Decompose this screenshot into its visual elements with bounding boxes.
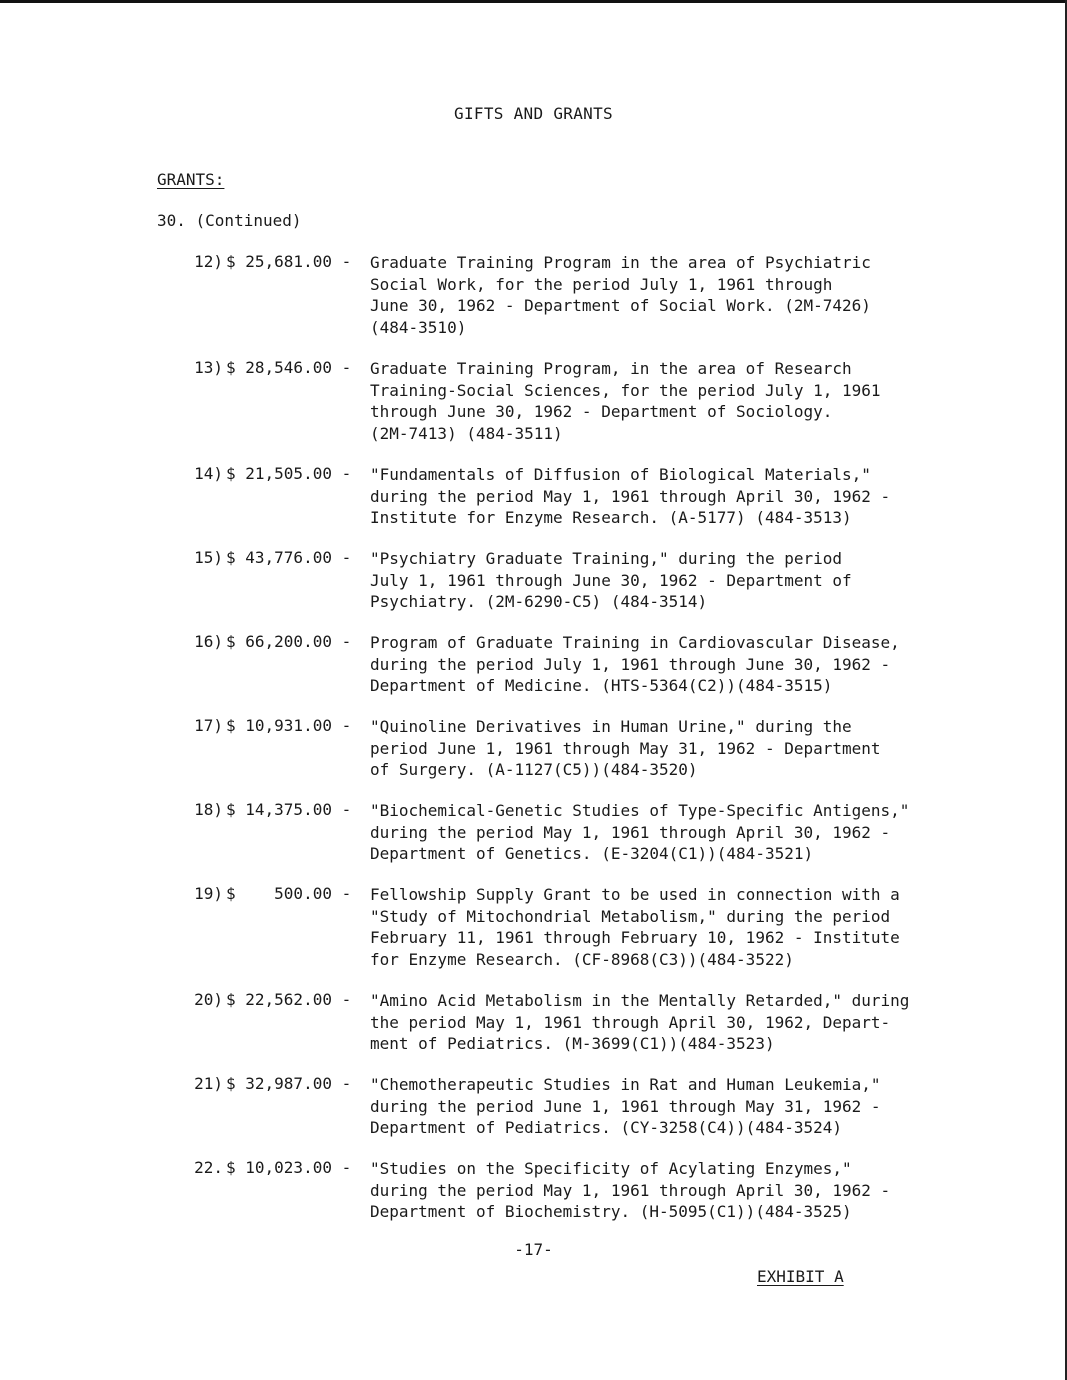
page-title: GIFTS AND GRANTS: [454, 104, 613, 123]
description-line: Institute for Enzyme Research. (A-5177) (484-3513): [370, 508, 852, 527]
item-heading: 30. (Continued): [157, 211, 302, 230]
description-line: Department of Genetics. (E-3204(C1))(484-3521): [370, 844, 814, 863]
description-line: Program of Graduate Training in Cardiovascular Disease,: [370, 633, 900, 652]
grant-entry-number: 19): [194, 884, 223, 903]
description-line: Department of Biochemistry. (H-5095(C1))(484-3525): [370, 1202, 852, 1221]
grant-entry-amount: $ 32,987.00 -: [226, 1074, 352, 1093]
grant-entry-amount: $ 28,546.00 -: [226, 358, 352, 377]
description-line: "Biochemical-Genetic Studies of Type-Specific Antigens,": [370, 801, 910, 820]
description-line: for Enzyme Research. (CF-8968(C3))(484-3522): [370, 949, 794, 969]
description-line: Graduate Training Program in the area of Psychiatric: [370, 253, 871, 272]
description-line: "Amino Acid Metabolism in the Mentally Retarded," during: [370, 991, 910, 1010]
grant-entry-description: [370, 800, 970, 865]
grant-entry-amount: $ 10,931.00 -: [226, 716, 352, 735]
grant-entry-description: [370, 358, 970, 444]
description-line: period June 1, 1961 through May 31, 1962 - Department: [370, 738, 881, 758]
description-line: during the period June 1, 1961 through May 31, 1962 -: [370, 1096, 881, 1116]
description-line: Training-Social Sciences, for the period July 1, 1961: [370, 380, 881, 400]
grant-entry-description: [370, 632, 970, 697]
description-line: "Studies on the Specificity of Acylating Enzymes,": [370, 1159, 852, 1178]
description-line: Fellowship Supply Grant to be used in connection with a: [370, 885, 900, 904]
description-line: during the period May 1, 1961 through April 30, 1962 -: [370, 1180, 891, 1200]
grant-entry-description: [370, 252, 970, 338]
grant-entry-number: 14): [194, 464, 223, 483]
description-line: June 30, 1962 - Department of Social Work. (2M-7426): [370, 296, 871, 315]
grant-entry-description: [370, 464, 970, 529]
grant-entry-number: 16): [194, 632, 223, 651]
grant-entry-description: [370, 990, 970, 1055]
grant-entry-amount: $ 22,562.00 -: [226, 990, 352, 1009]
description-line: Department of Medicine. (HTS-5364(C2))(484-3515): [370, 676, 833, 695]
grant-entry-amount: $ 10,023.00 -: [226, 1158, 352, 1177]
grant-entry-description: [370, 1158, 970, 1223]
description-line: "Chemotherapeutic Studies in Rat and Human Leukemia,": [370, 1075, 881, 1094]
description-line: February 11, 1961 through February 10, 1962 - Institute: [370, 928, 900, 947]
page-top-edge: [0, 0, 1067, 3]
description-line: Department of Pediatrics. (CY-3258(C4))(484-3524): [370, 1118, 843, 1137]
grant-entry-number: 15): [194, 548, 223, 567]
grant-entry-amount: $ 21,505.00 -: [226, 464, 352, 483]
grant-entry-number: 22.: [194, 1158, 223, 1177]
description-line: (2M-7413) (484-3511): [370, 423, 563, 443]
grant-entry-amount: $ 25,681.00 -: [226, 252, 352, 271]
description-line: Graduate Training Program, in the area of Research: [370, 359, 852, 378]
grant-entry-amount: $ 66,200.00 -: [226, 632, 352, 651]
description-line: during the period May 1, 1961 through April 30, 1962 -: [370, 822, 891, 842]
exhibit-label: EXHIBIT A: [757, 1267, 844, 1286]
description-line: during the period July 1, 1961 through June 30, 1962 -: [370, 654, 891, 674]
description-line: July 1, 1961 through June 30, 1962 - Department of: [370, 570, 852, 590]
description-line: (484-3510): [370, 317, 467, 337]
grant-entry-amount: $ 14,375.00 -: [226, 800, 352, 819]
description-line: "Psychiatry Graduate Training," during the period: [370, 549, 843, 568]
grant-entry-number: 20): [194, 990, 223, 1009]
grant-entry-number: 17): [194, 716, 223, 735]
page-number: -17-: [514, 1240, 553, 1259]
description-line: "Quinoline Derivatives in Human Urine," during the: [370, 717, 852, 736]
grant-entry-amount: $ 500.00 -: [226, 884, 352, 903]
grant-entry-number: 12): [194, 252, 223, 271]
grant-entry-description: [370, 884, 970, 970]
grant-entry-description: [370, 548, 970, 613]
description-line: "Study of Mitochondrial Metabolism," during the period: [370, 906, 891, 926]
grant-entry-description: [370, 1074, 970, 1139]
grant-entry-number: 21): [194, 1074, 223, 1093]
grant-entry-description: [370, 716, 970, 781]
grant-entry-amount: $ 43,776.00 -: [226, 548, 352, 567]
description-line: "Fundamentals of Diffusion of Biological Materials,": [370, 465, 871, 484]
description-line: through June 30, 1962 - Department of Sociology.: [370, 402, 833, 421]
description-line: Psychiatry. (2M-6290-C5) (484-3514): [370, 592, 708, 611]
section-heading-grants: GRANTS:: [157, 170, 225, 189]
grant-entry-number: 13): [194, 358, 223, 377]
description-line: ment of Pediatrics. (M-3699(C1))(484-3523): [370, 1034, 775, 1053]
description-line: of Surgery. (A-1127(C5))(484-3520): [370, 760, 698, 779]
description-line: during the period May 1, 1961 through April 30, 1962 -: [370, 486, 891, 506]
description-line: Social Work, for the period July 1, 1961 through: [370, 274, 833, 294]
description-line: the period May 1, 1961 through April 30, 1962, Depart-: [370, 1012, 891, 1032]
grant-entry-number: 18): [194, 800, 223, 819]
